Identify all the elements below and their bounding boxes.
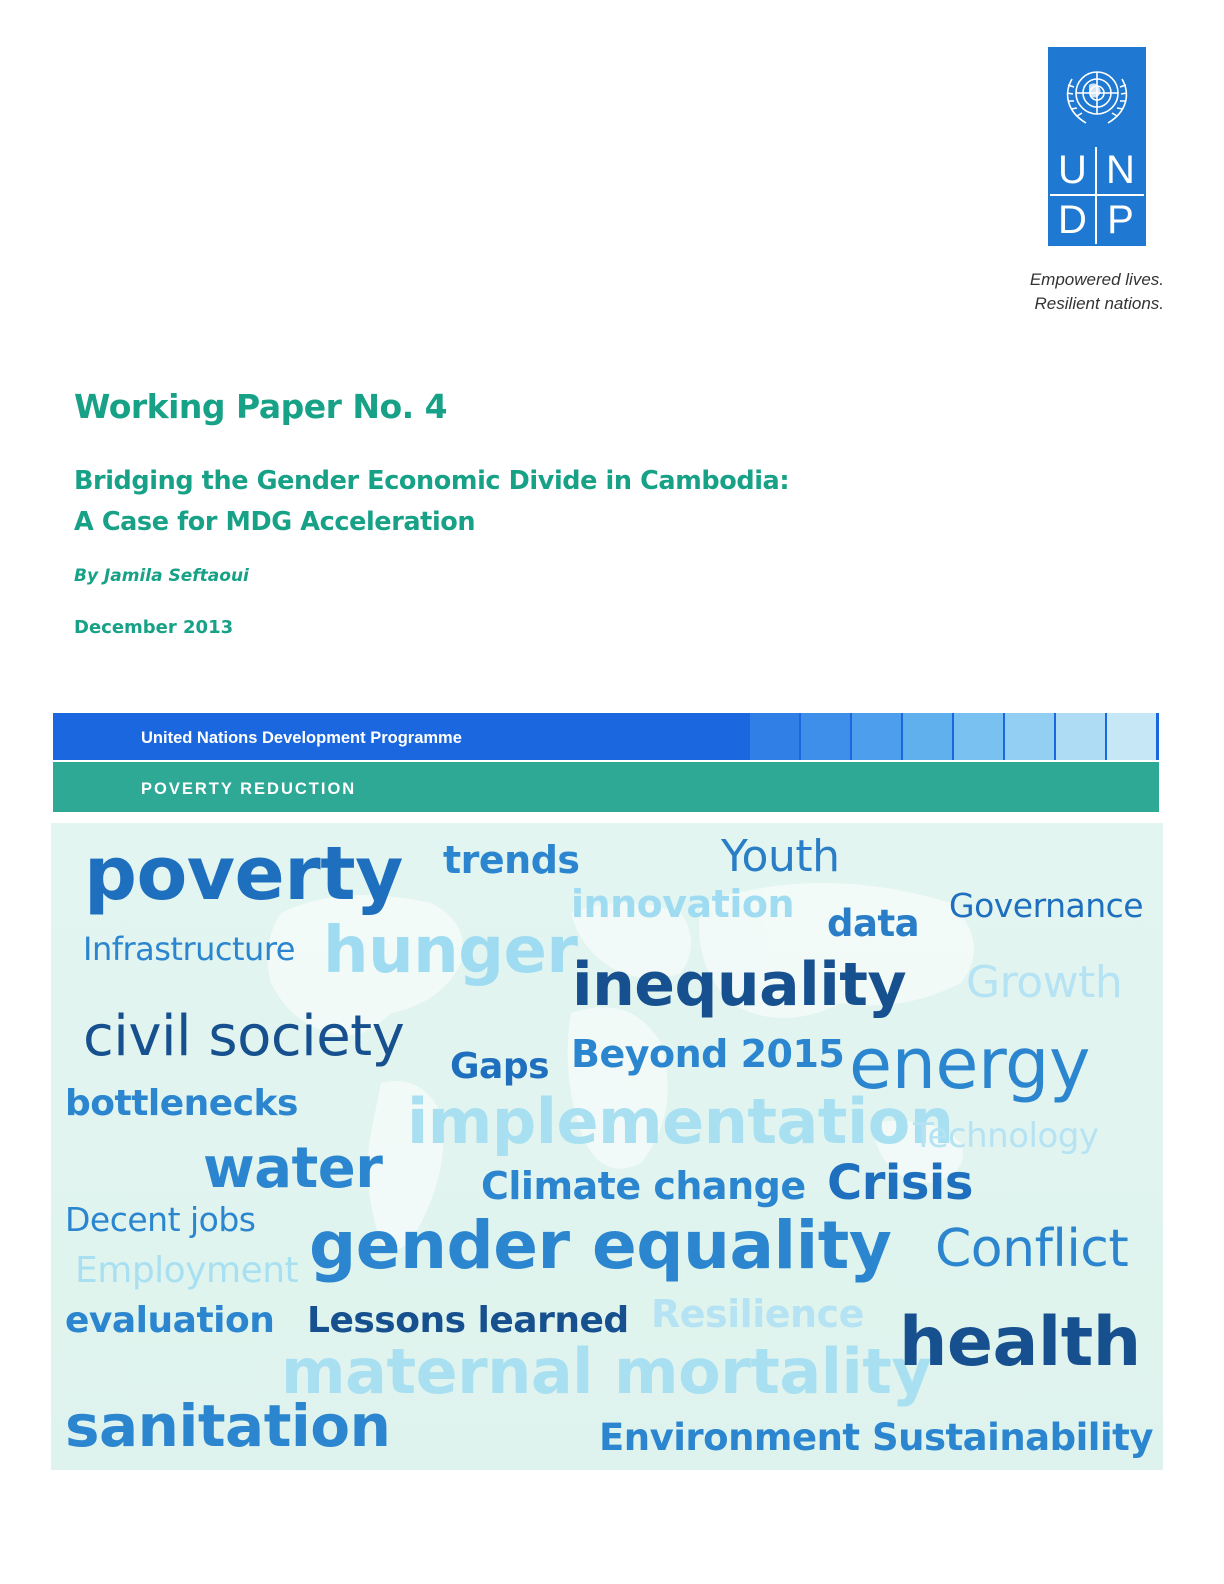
tagline-line-1: Empowered lives. xyxy=(1029,270,1164,289)
word-health: health xyxy=(899,1303,1141,1382)
word-decent-jobs: Decent jobs xyxy=(65,1200,256,1239)
word-implementation: implementation xyxy=(407,1085,954,1158)
un-emblem-icon xyxy=(1056,55,1138,137)
word-beyond-2015: Beyond 2015 xyxy=(571,1032,845,1076)
banner-square xyxy=(750,713,799,760)
word-energy: energy xyxy=(849,1023,1090,1105)
paper-date: December 2013 xyxy=(74,617,234,638)
logo-letter-d: D xyxy=(1050,196,1097,245)
word-trends: trends xyxy=(443,838,580,882)
organization-banner xyxy=(53,713,1159,760)
word-data: data xyxy=(827,902,920,945)
section-banner: POVERTY REDUCTION xyxy=(53,762,1159,812)
word-technology: Technology xyxy=(913,1116,1099,1156)
banner-square xyxy=(903,713,952,760)
word-resilience: Resilience xyxy=(651,1292,864,1336)
word-employment: Employment xyxy=(75,1250,299,1291)
word-infrastructure: Infrastructure xyxy=(83,930,295,968)
word-crisis: Crisis xyxy=(827,1155,973,1211)
paper-subtitle-line-1: Bridging the Gender Economic Divide in Cambodia: xyxy=(74,466,790,496)
tagline xyxy=(1030,268,1164,316)
word-sanitation: sanitation xyxy=(65,1392,391,1460)
banner-square xyxy=(1056,713,1105,760)
word-cloud xyxy=(51,823,1163,1470)
paper-title: Working Paper No. 4 xyxy=(74,387,448,426)
word-lessons-learned: Lessons learned xyxy=(307,1300,629,1341)
logo-letter-n: N xyxy=(1097,147,1144,196)
banner-square xyxy=(1107,713,1156,760)
paper-subtitle-line-2: A Case for MDG Acceleration xyxy=(74,507,476,537)
logo-letter-p: P xyxy=(1107,197,1134,242)
undp-logo xyxy=(1048,47,1146,246)
word-gaps: Gaps xyxy=(450,1046,550,1087)
word-environment-sustainability: Environment Sustainability xyxy=(599,1416,1153,1459)
organization-name: United Nations Development Programme xyxy=(141,729,462,747)
logo-letter-u: U xyxy=(1050,147,1097,196)
paper-author: By Jamila Seftaoui xyxy=(74,566,249,586)
banner-square xyxy=(954,713,1003,760)
word-maternal-mortality: maternal mortality xyxy=(281,1335,932,1408)
word-inequality: inequality xyxy=(572,950,907,1020)
word-bottlenecks: bottlenecks xyxy=(65,1083,298,1124)
tagline-line-2: Resilient nations. xyxy=(1034,294,1164,313)
banner-square xyxy=(852,713,901,760)
banner-square xyxy=(1005,713,1054,760)
word-civil-society: civil society xyxy=(83,1004,405,1069)
word-evaluation: evaluation xyxy=(65,1300,275,1341)
banner-square xyxy=(801,713,850,760)
word-poverty: poverty xyxy=(84,831,403,917)
word-growth: Growth xyxy=(966,957,1123,1008)
word-hunger: hunger xyxy=(323,914,578,988)
word-youth: Youth xyxy=(721,831,840,882)
word-climate-change: Climate change xyxy=(481,1164,806,1208)
paper-subtitle xyxy=(74,461,789,543)
word-governance: Governance xyxy=(949,886,1144,925)
word-conflict: Conflict xyxy=(935,1219,1129,1279)
word-gender-equality: gender equality xyxy=(309,1207,892,1284)
word-water: water xyxy=(203,1136,383,1201)
word-innovation: innovation xyxy=(571,882,794,926)
